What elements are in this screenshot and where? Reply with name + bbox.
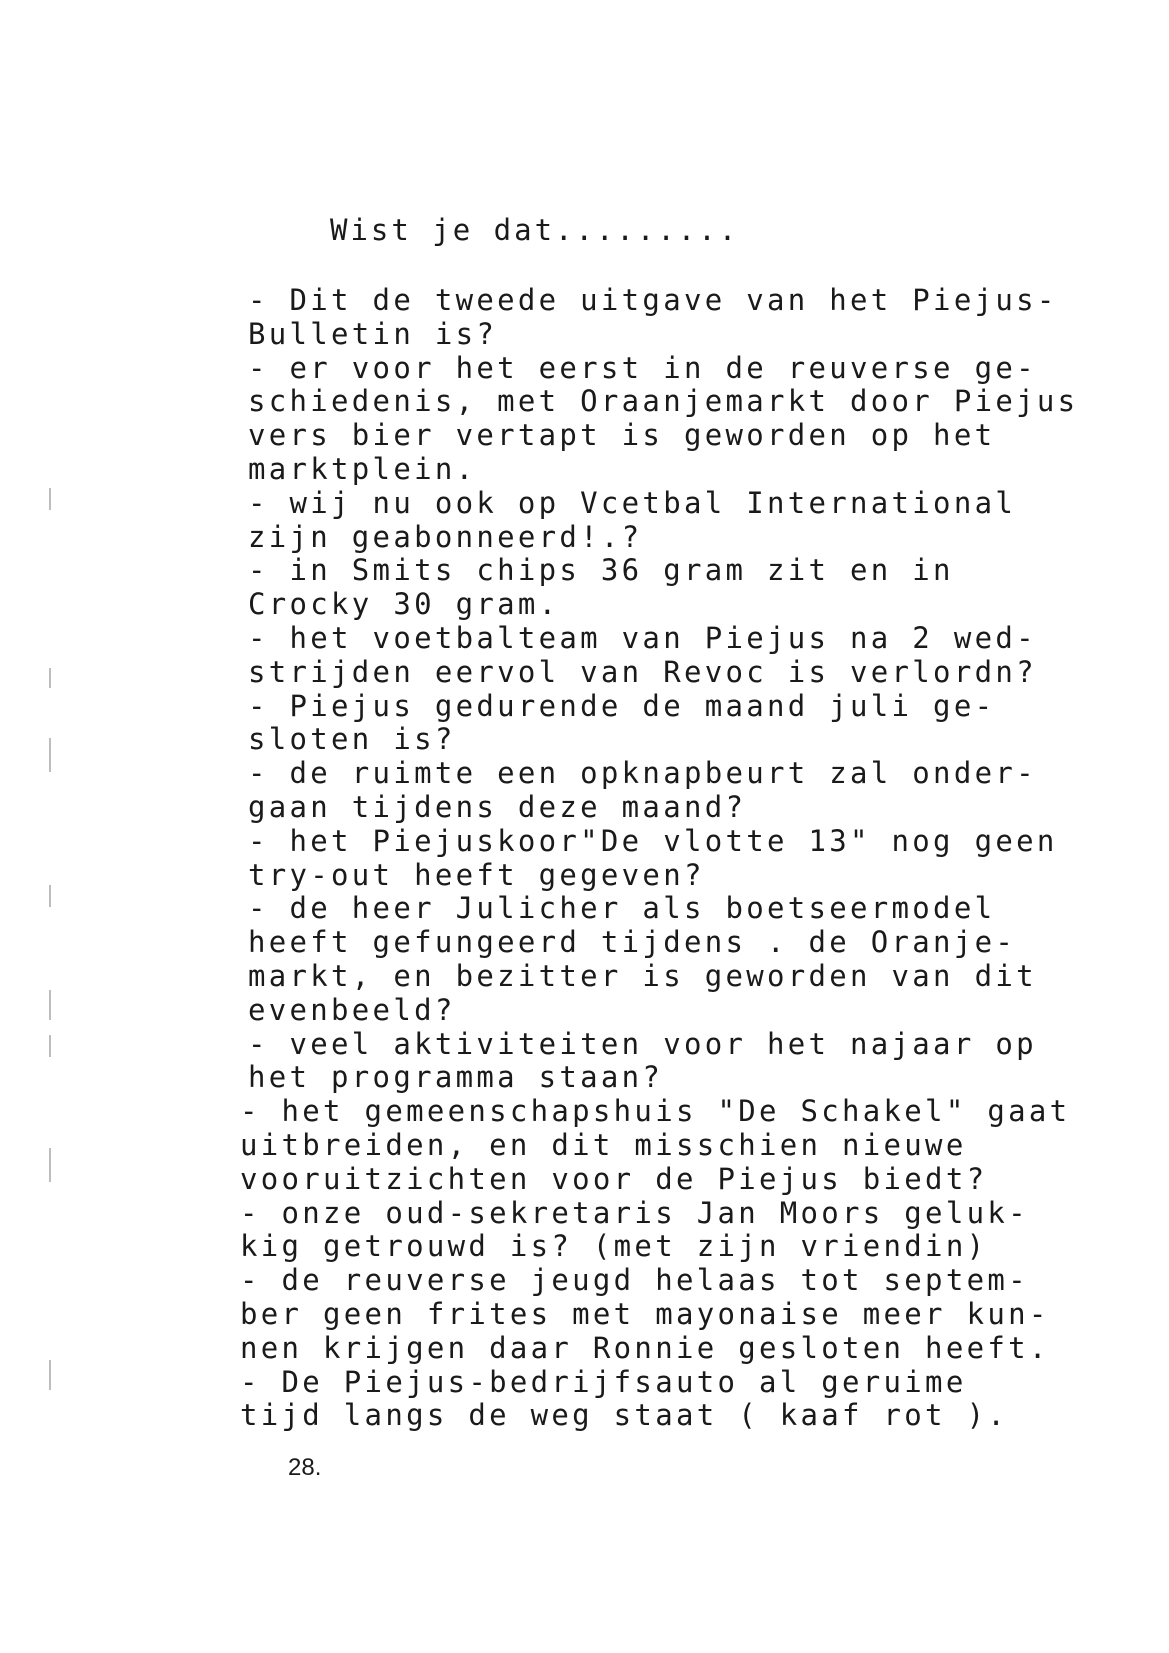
text-line: - veel aktiviteiten voor het najaar op [248, 1026, 1037, 1061]
text-line: marktplein. [248, 451, 477, 486]
text-line: zijn geabonneerd!.? [248, 519, 643, 554]
scan-mark [49, 990, 51, 1020]
text-line: - de reuverse jeugd helaas tot septem- [240, 1263, 1029, 1298]
text-line: heeft gefungeerd tijdens . de Oranje- [248, 925, 1017, 960]
text-line: - in Smits chips 36 gram zit en in [248, 553, 954, 588]
text-line: nen krijgen daar Ronnie gesloten heeft. [240, 1330, 1050, 1365]
text-line: - de heer Julicher als boetseermodel [248, 891, 996, 926]
text-line: - de ruimte een opknapbeurt zal onder- [248, 756, 1037, 791]
text-line: - er voor het eerst in de reuverse ge- [248, 350, 1037, 385]
text-line: kig getrouwd is? (met zijn vriendin) [240, 1229, 988, 1264]
text-line: strijden eervol van Revoc is verlordn? [248, 654, 1037, 689]
text-line: - Dit de tweede uitgave van het Piejus- [248, 283, 1058, 317]
text-line: tijd langs de weg staat ( kaaf rot ). [240, 1398, 1009, 1433]
text-line: vooruitzichten voor de Piejus biedt? [240, 1161, 988, 1196]
text-line: - het voetbalteam van Piejus na 2 wed- [248, 620, 1037, 655]
text-line: het programma staan? [248, 1060, 664, 1095]
text-line: gaan tijdens deze maand? [248, 789, 747, 824]
text-line: - Piejus gedurende de maand juli ge- [248, 688, 996, 723]
scan-mark [49, 738, 51, 772]
text-line: markt, en bezitter is geworden van dit [248, 958, 1037, 993]
text-line: - onze oud-sekretaris Jan Moors geluk- [240, 1195, 1029, 1230]
text-line: vers bier vertapt is geworden op het [248, 418, 996, 453]
scan-mark [49, 1360, 51, 1390]
text-line: Crocky 30 gram. [248, 587, 560, 622]
text-line: sloten is? [248, 722, 456, 757]
text-line: - De Piejus-bedrijfsauto al geruime [240, 1364, 967, 1399]
text-line: uitbreiden, en dit misschien nieuwe [240, 1127, 967, 1162]
scan-mark [49, 488, 51, 510]
document-title: Wist je dat......... [330, 213, 740, 247]
scan-mark [49, 1035, 51, 1057]
text-line: evenbeeld? [248, 992, 456, 1027]
scan-mark [49, 1148, 51, 1182]
text-line: - het gemeenschapshuis "De Schakel" gaat [240, 1094, 1071, 1129]
document-body [240, 283, 1098, 1433]
text-line: try-out heeft gegeven? [248, 857, 705, 892]
text-line: ber geen frites met mayonaise meer kun- [240, 1296, 1050, 1331]
text-line: - het Piejuskoor"De vlotte 13" nog geen [248, 823, 1058, 858]
scan-mark [49, 668, 51, 688]
scan-mark [49, 885, 51, 907]
text-line: schiedenis, met Oraanjemarkt door Piejus [248, 384, 1079, 419]
text-line: - wij nu ook op Vcetbal International [248, 485, 1017, 520]
page-number: 28. [288, 1454, 322, 1481]
text-line: Bulletin is? [248, 316, 498, 351]
